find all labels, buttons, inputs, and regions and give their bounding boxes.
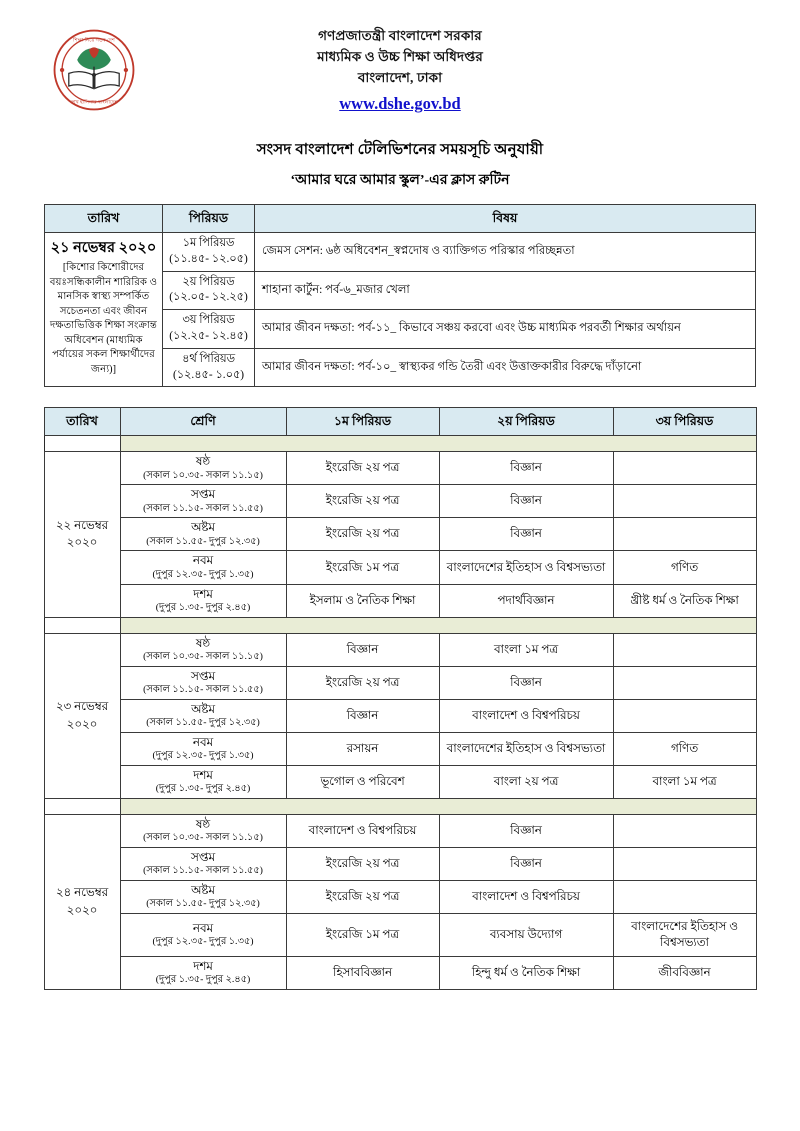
class-time: (সকাল ১১.১৫- সকাল ১১.৫৫) <box>143 502 263 514</box>
class-name: নবম <box>192 553 214 568</box>
col-header-period-2: ২য় পিরিয়ড <box>439 408 613 436</box>
period-1-subject-cell: বিজ্ঞান <box>286 699 439 732</box>
class-time: (সকাল ১১.৫৫- দুপুর ১২.৩৫) <box>146 717 260 729</box>
class-time: (সকাল ১০.৩৫- সকাল ১১.১৫) <box>143 650 263 662</box>
class-name: অষ্টম <box>191 701 215 716</box>
period-1-subject-cell: ইসলাম ও নৈতিক শিক্ষা <box>286 584 439 617</box>
spacer-fill-cell <box>120 798 756 814</box>
period-2-subject-cell: বিজ্ঞান <box>439 452 613 485</box>
subject-cell: জেমস সেশন: ৬ষ্ঠ অধিবেশন_স্বপ্নদোষ ও ব্যাক্তিগত পরিস্কার পরিচ্ছন্নতা <box>255 232 756 271</box>
website-link[interactable]: www.dshe.gov.bd <box>339 93 461 113</box>
special-session-table <box>44 204 756 387</box>
table-row <box>44 956 756 989</box>
period-1-subject-cell: ইংরেজি ২য় পত্র <box>286 881 439 914</box>
class-time: (সকাল ১০.৩৫- সকাল ১১.১৫) <box>143 832 263 844</box>
class-time: (দুপুর ১.৩৫- দুপুর ২.৪৫) <box>155 601 251 613</box>
class-cell <box>120 765 286 798</box>
subject-cell: শাহানা কার্টুন: পর্ব-৬_মজার খেলা <box>255 271 756 310</box>
period-1-subject-cell: রসায়ন <box>286 732 439 765</box>
table-row <box>44 584 756 617</box>
class-cell <box>120 452 286 485</box>
period-time: (১২.২৫- ১২.৪৫) <box>169 329 248 342</box>
routine-date-cell <box>44 452 120 617</box>
col-header-class: শ্রেণি <box>120 408 286 436</box>
period-3-subject-cell: গণিত <box>613 732 756 765</box>
class-name: অষ্টম <box>191 883 215 897</box>
period-3-subject-cell: বাংলাদেশের ইতিহাস ও বিশ্বসভ্যতা <box>613 914 756 957</box>
table-row <box>45 232 756 271</box>
period-2-subject-cell: বাংলাদেশ ও বিশ্বপরিচয় <box>439 699 613 732</box>
class-cell <box>120 956 286 989</box>
class-time: (সকাল ১১.৫৫- দুপুর ১২.৩৫) <box>146 535 260 547</box>
period-3-subject-cell <box>613 847 756 880</box>
class-name: ষষ্ঠ <box>195 816 211 831</box>
col-header-subject: বিষয় <box>255 205 756 233</box>
class-time: (সকাল ১১.১৫- সকাল ১১.৫৫) <box>143 683 263 695</box>
period-3-subject-cell <box>613 633 756 666</box>
class-time: (দুপুর ১২.৩৫- দুপুর ১.৩৫) <box>152 936 254 948</box>
gov-line-3: বাংলাদেশ, ঢাকা <box>357 69 443 85</box>
period-2-subject-cell: বাংলা ২য় পত্র <box>439 765 613 798</box>
class-name: ষষ্ঠ <box>195 454 211 469</box>
period-3-subject-cell: জীববিজ্ঞান <box>613 956 756 989</box>
period-cell <box>163 348 255 387</box>
class-time: (সকাল ১০.৩৫- সকাল ১১.১৫) <box>143 469 263 481</box>
period-cell <box>163 310 255 349</box>
session-date-note: [কিশোর কিশোরীদের বয়ঃসন্ধিকালীন শারিরিক ও মানসিক স্বাস্থ্য সম্পর্কিত সচেতনতা এবং জীবন দক্ষতাভিত্তিক শিক্ষা সংক্রান্ত অধিবেশন (মাধ্যমিক পর্যায়ের সকল শিক্ষার্থীদের জন্য)] <box>49 262 158 375</box>
table-row <box>44 666 756 699</box>
svg-text:শিক্ষা নিয়ে গড়ব দেশ: শিক্ষা নিয়ে গড়ব দেশ <box>73 37 115 44</box>
period-1-subject-cell: বাংলাদেশ ও বিশ্বপরিচয় <box>286 814 439 847</box>
period-1-subject-cell: ইংরেজি ২য় পত্র <box>286 666 439 699</box>
date-line-1: ২৩ নভেম্বর <box>55 699 109 714</box>
class-time: (সকাল ১১.১৫- সকাল ১১.৫৫) <box>143 865 263 877</box>
class-time: (দুপুর ১২.৩৫- দুপুর ১.৩৫) <box>152 568 254 580</box>
table-row <box>44 452 756 485</box>
table-row <box>44 518 756 551</box>
session-date: ২১ নভেম্বর ২০২০ <box>50 239 157 256</box>
period-3-subject-cell: খ্রীষ্ট ধর্ম ও নৈতিক শিক্ষা <box>613 584 756 617</box>
class-cell <box>120 914 286 957</box>
class-time: (দুপুর ১.৩৫- দুপুর ২.৪৫) <box>155 783 251 795</box>
date-line-2: ২০২০ <box>66 535 98 550</box>
period-3-subject-cell <box>613 699 756 732</box>
class-cell <box>120 518 286 551</box>
table-two-header-row <box>44 408 756 436</box>
period-cell <box>163 232 255 271</box>
period-3-subject-cell <box>613 452 756 485</box>
period-3-subject-cell <box>613 518 756 551</box>
class-cell <box>120 847 286 880</box>
class-cell <box>120 732 286 765</box>
subject-cell: আমার জীবন দক্ষতা: পর্ব-১০_ স্বাস্থ্যকর গন্ডি তৈরী এবং উত্তাক্তকারীর বিরুদ্ধে দাঁড়ানো <box>255 348 756 387</box>
period-1-subject-cell: ভূগোল ও পরিবেশ <box>286 765 439 798</box>
period-1-subject-cell: ইংরেজি ১ম পত্র <box>286 551 439 584</box>
period-name: ৪র্থ পিরিয়ড <box>182 352 235 365</box>
table-row <box>44 732 756 765</box>
table-row <box>44 814 756 847</box>
class-name: দশম <box>193 767 213 782</box>
class-cell <box>120 633 286 666</box>
gov-line-2: মাধ্যমিক ও উচ্চ শিক্ষা অধিদপ্তর <box>317 48 483 64</box>
period-2-subject-cell: বিজ্ঞান <box>439 814 613 847</box>
session-date-cell <box>45 232 163 387</box>
class-cell <box>120 584 286 617</box>
svg-text:শেখ হাসিনার বাংলাদেশ: শেখ হাসিনার বাংলাদেশ <box>70 99 118 106</box>
routine-date-cell <box>44 633 120 798</box>
period-2-subject-cell: বিজ্ঞান <box>439 666 613 699</box>
period-1-subject-cell: ইংরেজি ২য় পত্র <box>286 485 439 518</box>
col-header-date: তারিখ <box>45 205 163 233</box>
table-row <box>44 551 756 584</box>
class-name: অষ্টম <box>191 520 215 535</box>
block-spacer-row <box>44 617 756 633</box>
spacer-date-cell <box>44 798 120 814</box>
gov-line-1: গণপ্রজাতন্ত্রী বাংলাদেশ সরকার <box>318 28 482 43</box>
class-cell <box>120 814 286 847</box>
table-row <box>44 699 756 732</box>
class-cell <box>120 485 286 518</box>
period-2-subject-cell: বিজ্ঞান <box>439 847 613 880</box>
period-time: (১১.৪৫- ১২.০৫) <box>169 252 248 265</box>
period-time: (১২.০৫- ১২.২৫) <box>169 291 248 304</box>
period-3-subject-cell <box>613 814 756 847</box>
period-2-subject-cell: বাংলা ১ম পত্র <box>439 633 613 666</box>
period-1-subject-cell: ইংরেজি ২য় পত্র <box>286 518 439 551</box>
spacer-date-cell <box>44 617 120 633</box>
class-time: (দুপুর ১.৩৫- দুপুর ২.৪৫) <box>155 974 251 986</box>
period-3-subject-cell <box>613 881 756 914</box>
date-line-2: ২০২০ <box>66 902 98 917</box>
class-name: নবম <box>192 734 214 749</box>
period-cell <box>163 271 255 310</box>
weekly-routine-table <box>44 407 757 990</box>
period-2-subject-cell: বাংলাদেশ ও বিশ্বপরিচয় <box>439 881 613 914</box>
date-line-1: ২২ নভেম্বর <box>55 517 109 532</box>
date-line-1: ২৪ নভেম্বর <box>55 885 109 900</box>
col-header-period-3: ৩য় পিরিয়ড <box>613 408 756 436</box>
period-1-subject-cell: ইংরেজি ১ম পত্র <box>286 914 439 957</box>
period-2-subject-cell: ব্যবসায় উদ্যোগ <box>439 914 613 957</box>
class-cell <box>120 666 286 699</box>
page-title <box>0 138 800 192</box>
period-1-subject-cell: বিজ্ঞান <box>286 633 439 666</box>
table-row <box>44 633 756 666</box>
title-line-1: সংসদ বাংলাদেশ টেলিভিশনের সময়সূচি অনুযায়ী <box>256 142 544 158</box>
period-3-subject-cell <box>613 485 756 518</box>
period-2-subject-cell: বাংলাদেশের ইতিহাস ও বিশ্বসভ্যতা <box>439 551 613 584</box>
class-cell <box>120 881 286 914</box>
class-name: ষষ্ঠ <box>195 635 211 650</box>
class-name: সপ্তম <box>190 487 216 502</box>
class-cell <box>120 699 286 732</box>
period-1-subject-cell: হিসাববিজ্ঞান <box>286 956 439 989</box>
dshe-logo-icon <box>52 28 136 112</box>
period-name: ২য় পিরিয়ড <box>182 275 235 288</box>
period-name: ৩য় পিরিয়ড <box>182 314 235 327</box>
period-1-subject-cell: ইংরেজি ২য় পত্র <box>286 452 439 485</box>
class-name: দশম <box>193 958 213 973</box>
period-2-subject-cell: বাংলাদেশের ইতিহাস ও বিশ্বসভ্যতা <box>439 732 613 765</box>
table-one-header-row <box>45 205 756 233</box>
class-time: (সকাল ১১.৫৫- দুপুর ১২.৩৫) <box>146 898 260 910</box>
class-cell <box>120 551 286 584</box>
col-header-period-1: ১ম পিরিয়ড <box>286 408 439 436</box>
routine-date-cell <box>44 814 120 989</box>
table-row <box>44 485 756 518</box>
period-2-subject-cell: বিজ্ঞান <box>439 485 613 518</box>
class-name: সপ্তম <box>190 849 216 864</box>
class-name: সপ্তম <box>190 668 216 683</box>
date-line-2: ২০২০ <box>66 716 98 731</box>
table-row <box>44 765 756 798</box>
table-row <box>44 914 756 957</box>
period-2-subject-cell: হিন্দু ধর্ম ও নৈতিক শিক্ষা <box>439 956 613 989</box>
class-name: দশম <box>193 586 213 601</box>
period-name: ১ম পিরিয়ড <box>182 236 235 249</box>
block-spacer-row <box>44 798 756 814</box>
period-3-subject-cell <box>613 666 756 699</box>
period-2-subject-cell: বিজ্ঞান <box>439 518 613 551</box>
period-time: (১২.৪৫- ১.০৫) <box>172 368 245 381</box>
document-header <box>0 0 800 112</box>
col-header-date: তারিখ <box>44 408 120 436</box>
spacer-fill-cell <box>120 617 756 633</box>
class-name: নবম <box>192 920 214 935</box>
table-row <box>44 881 756 914</box>
spacer-fill-cell <box>120 436 756 452</box>
col-header-period: পিরিয়ড <box>163 205 255 233</box>
period-3-subject-cell: গণিত <box>613 551 756 584</box>
period-1-subject-cell: ইংরেজি ২য় পত্র <box>286 847 439 880</box>
period-3-subject-cell: বাংলা ১ম পত্র <box>613 765 756 798</box>
period-2-subject-cell: পদার্থবিজ্ঞান <box>439 584 613 617</box>
class-time: (দুপুর ১২.৩৫- দুপুর ১.৩৫) <box>152 750 254 762</box>
subject-cell: আমার জীবন দক্ষতা: পর্ব-১১_ কিভাবে সঞ্চয় করবো এবং উচ্চ মাধ্যমিক পরবর্তী শিক্ষার অর্থায়ন <box>255 310 756 349</box>
block-spacer-row <box>44 436 756 452</box>
spacer-date-cell <box>44 436 120 452</box>
title-line-2: ‘আমার ঘরে আমার স্কুল’-এর ক্লাস রুটিন <box>290 173 510 188</box>
table-row <box>44 847 756 880</box>
